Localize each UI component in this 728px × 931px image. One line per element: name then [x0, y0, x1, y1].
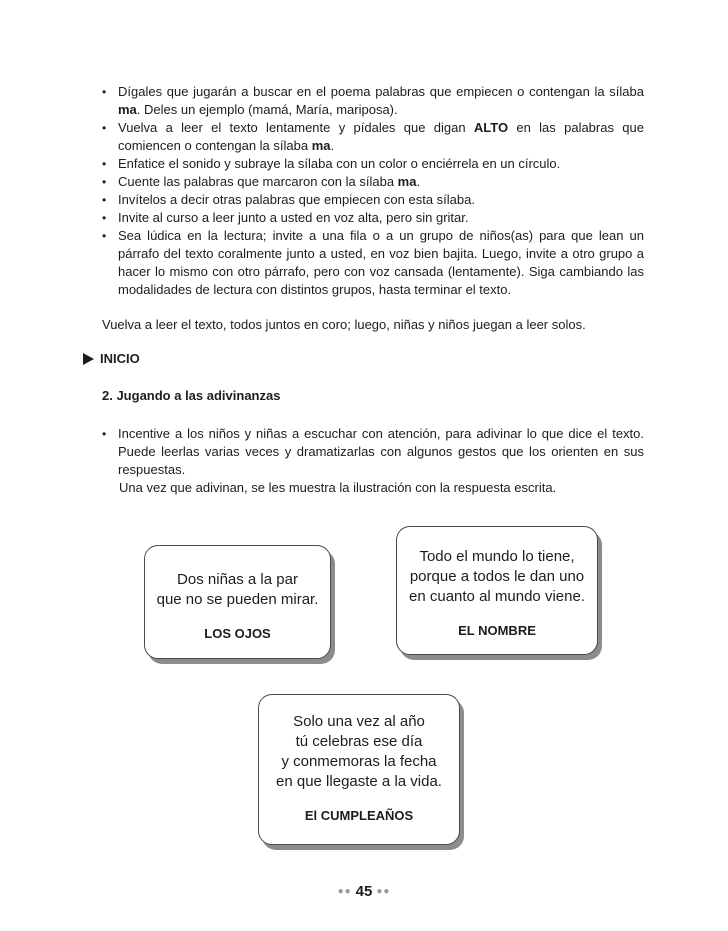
page-number-label: 45 — [355, 883, 373, 900]
riddle-text: Dos niñas a la par que no se pueden mirar. — [156, 571, 319, 608]
list-item: • Invite al curso a leer junto a usted en voz alta, pero sin gritar. — [102, 209, 644, 227]
section-heading — [83, 350, 140, 368]
riddle-text: Solo una vez al año tú celebras ese día y conmemoras la fecha en que llegaste a la vida. — [276, 713, 442, 790]
instructions-list — [102, 83, 644, 299]
page-number — [0, 882, 728, 902]
riddle-answer: El CUMPLEAÑOS — [304, 808, 414, 823]
riddle-answer: LOS OJOS — [204, 626, 271, 641]
list-item: • Vuelva a leer el texto lentamente y pídales que digan ALTO en las palabras que comiencen o contengan la sílaba ma. — [102, 119, 644, 155]
riddle-instructions-list — [102, 425, 644, 479]
play-arrow-icon — [83, 353, 94, 365]
closing-paragraph: Vuelva a leer el texto, todos juntos en coro; luego, niñas y niños juegan a leer solos. — [102, 317, 586, 332]
list-item: • Incentive a los niños y niñas a escuchar con atención, para adivinar lo que dice el texto. Puede leerlas varias veces y dramatizarlas con algunos gestos que los orienten en sus respuestas. — [102, 425, 644, 479]
instruction-line: Una vez que adivinan, se les muestra la ilustración con la respuesta escrita. — [119, 480, 557, 495]
dots-icon: ●● — [376, 886, 391, 898]
list-item: • Invítelos a decir otras palabras que empiecen con esta sílaba. — [102, 191, 644, 209]
riddle-card-ojos — [144, 545, 331, 659]
riddle-text: Todo el mundo lo tiene, porque a todos le dan uno en cuanto al mundo viene. — [409, 548, 585, 605]
section-heading-label: INICIO — [100, 351, 140, 366]
subheading: 2. Jugando a las adivinanzas — [102, 388, 281, 403]
list-item: • Dígales que jugarán a buscar en el poema palabras que empiecen o contengan la sílaba ma. Deles un ejemplo (mamá, María, mariposa). — [102, 83, 644, 119]
riddle-answer: EL NOMBRE — [458, 623, 536, 638]
dots-icon: ●● — [337, 886, 352, 898]
riddle-card-cumpleanos — [258, 694, 460, 845]
list-item: • Sea lúdica en la lectura; invite a una fila o a un grupo de niños(as) para que lean un párrafo del texto coralmente junto a usted, en voz bien bajita. Luego, invite a otro grupo a hacer lo mismo con otro párrafo, pero con voz cansada (lentamente). Siga cambiando las modalidades de lectura con distintos grupos, hasta terminar el texto. — [102, 227, 644, 299]
riddle-card-nombre — [396, 526, 598, 655]
list-item: • Cuente las palabras que marcaron con la sílaba ma. — [102, 173, 644, 191]
list-item: • Enfatice el sonido y subraye la sílaba con un color o enciérrela en un círculo. — [102, 155, 644, 173]
